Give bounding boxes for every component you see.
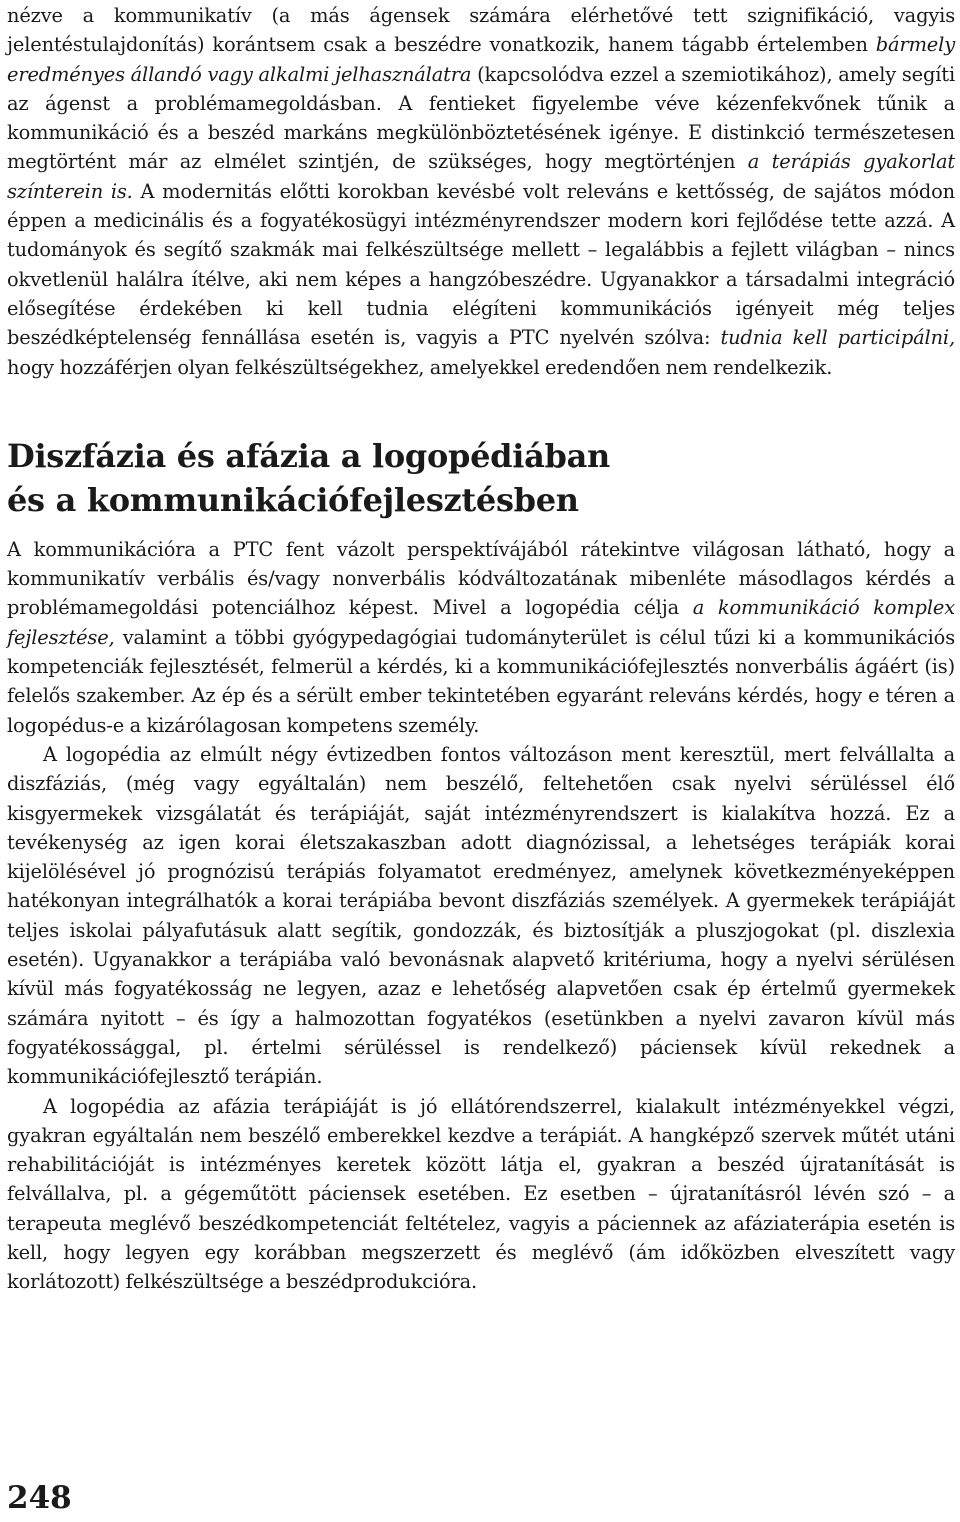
paragraph-1-run-0: nézve a kommunikatív (a más ágensek számára elérhetővé tett szignifikáció, vagyis jelentéstulajdonítás) korántsem csak a beszédre vonatkozik, hanem tágabb értelemben (7, 4, 955, 57)
document-page (7, 0, 955, 1297)
heading-line-2: és a kommunikációfejlesztésben (7, 480, 579, 519)
paragraph-2 (7, 535, 955, 740)
paragraph-1-run-3: a terápiás gyakorlat színterein is. (7, 150, 955, 203)
paragraph-1-run-5: tudnia kell participálni, (720, 326, 955, 350)
section-heading (7, 434, 955, 522)
paragraph-4 (7, 1092, 955, 1297)
heading-line-1: Diszfázia és afázia a logopédiában (7, 436, 611, 475)
paragraph-3-run-0: A logopédia az elmúlt négy évtizedben fontos változáson ment keresztül, mert felvállalta a diszfáziás, (még vagy egyáltalán) nem beszélő, feltehetően csak nyelvi sérüléssel élő kisgyermekek vizsgálatát és terápiáját, saját intézményrendszert is kialakítva hozzá. Ez a tevékenység az igen korai életszakaszban adott diagnózissal, a lehetséges terápiák korai kijelölésével jó prognózisú terápiás folyamatot eredményez, amelynek következményeképpen hatékonyan integrálhatók a korai terápiába bevont diszfáziás személyek. A gyermekek terápiáját teljes iskolai pályafutásuk alatt segítik, gondozzák, és biztosítják a pluszjogokat (pl. diszlexia esetén). Ugyanakkor a terápiába való bevonásnak alapvető kritériuma, hogy a nyelvi sérülésen kívül más fogyatékosság ne legyen, azaz e lehetőség alapvetően csak ép értelmű gyermekek számára nyitott – és így a halmozottan fogyatékos (esetünkben a nyelvi zavaron kívül más fogyatékossággal, pl. értelmi sérüléssel is rendelkező) páciensek kívül rekednek a kommunikációfejlesztő terápián. (7, 742, 955, 1089)
paragraph-1-run-6: hogy hozzáférjen olyan felkészültségekhez, amelyekkel eredendően nem rendelkezik. (7, 355, 833, 379)
paragraph-4-run-0: A logopédia az afázia terápiáját is jó ellátórendszerrel, kialakult intézményekkel végzi, gyakran egyáltalán nem beszélő emberekkel kezdve a terápiát. A hangképző szervek műtét utáni rehabilitációját is intézményes keretek között látja el, gyakran a beszéd újratanítását is felvállalva, pl. a gégeműtött páciensek esetében. Ez esetben – újratanításról lévén szó – a terapeuta meglévő beszédkompetenciát feltételez, vagyis a páciennek az afáziaterápia esetén is kell, hogy legyen egy korábban megszerzett és meglévő (ám időközben elveszített vagy korlátozott) felkészültsége a beszédprodukcióra. (7, 1094, 955, 1294)
paragraph-2-run-2: valamint a többi gyógypedagógiai tudományterület is célul tűzi ki a kommunikációs kompetenciák fejlesztését, felmerül a kérdés, ki a kommunikációfejlesztés nonverbális ágáért (is) felelős szakember. Az ép és a sérült ember tekintetében egyaránt releváns kérdés, hogy e téren a logopédus-e a kizárólagosan kompetens személy. (7, 625, 955, 737)
paragraph-2-run-0: A kommunikációra a PTC fent vázolt perspektívájából rátekintve világosan látható, hogy a kommunikatív verbális és/vagy nonverbális kódváltozatának mibenléte másodlagos kérdés a problémamegoldási potenciálhoz képest. Mivel a logopédia célja (7, 537, 955, 620)
paragraph-2-run-1: a kommunikáció komplex fejlesztése, (7, 596, 955, 649)
paragraph-1-run-2: (kapcsolódva ezzel a szemiotikához), amely segíti az ágenst a problémamegoldásban. A fentieket figyelembe véve kézenfekvőnek tűnik a kommunikáció és a beszéd markáns megkülönböztetésének igénye. E distinkció természetesen megtörtént már az elmélet szintjén, de szükséges, hogy megtörténjen (7, 62, 955, 174)
paragraph-1-run-4: A modernitás előtti korokban kevésbé volt releváns e kettősség, de sajátos módon éppen a medicinális és a fogyatékosügyi intézményrendszer modern kori fejlődése tette azzá. A tudományok és segítő szakmák mai felkészültsége mellett – legalábbis a fejlett világban – nincs okvetlenül halálra ítélve, aki nem képes a hangzóbeszédre. Ugyanakkor a társadalmi integráció elősegítése érdekében ki kell tudnia elégíteni kommunikációs igényeit még teljes beszédképtelenség fennállása esetén is, vagyis a PTC nyelvén szólva: (7, 179, 955, 350)
paragraph-3 (7, 740, 955, 1092)
paragraph-1-run-1: bármely eredményes állandó vagy alkalmi jelhasználatra (7, 33, 955, 86)
paragraph-1 (7, 0, 955, 382)
page-number: 248 (7, 1480, 72, 1516)
